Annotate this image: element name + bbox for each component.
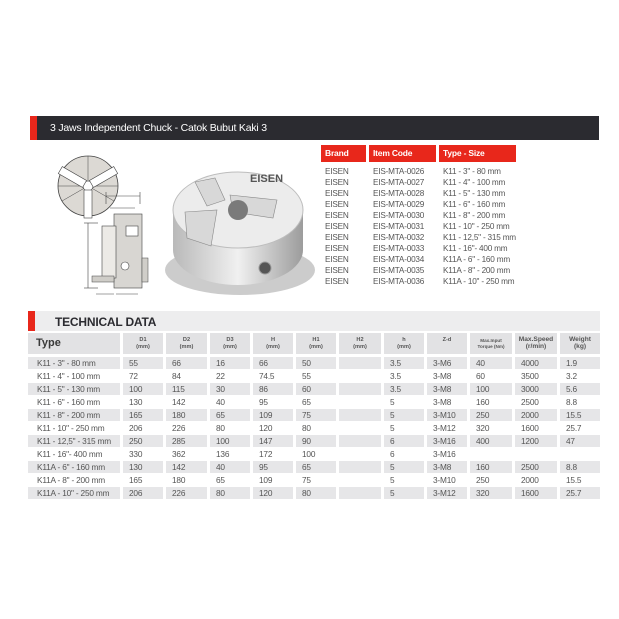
brand-cell: EISEN	[325, 189, 349, 198]
table-cell-d3: 65	[216, 475, 225, 485]
row-type-cell: K11 - 3" - 80 mm	[28, 357, 120, 369]
table-cell-z-d: 3-M10	[427, 409, 467, 421]
table-cell-d2: 226	[172, 423, 186, 433]
table-cell-d2: 362	[172, 449, 186, 459]
row-type-cell: K11A - 8" - 200 mm	[37, 475, 105, 485]
column-header-unit: (mm)	[179, 344, 194, 350]
table-cell-h2	[339, 396, 381, 408]
column-header-label: D2	[182, 337, 191, 343]
type-size-cell: K11 - 8" - 200 mm	[443, 211, 506, 220]
column-header-type	[28, 333, 120, 354]
table-cell-max-input-torque: 320	[476, 423, 490, 433]
table-cell-h: 120	[259, 423, 273, 433]
table-cell-h2	[339, 461, 381, 473]
table-cell-h2	[339, 422, 381, 434]
table-cell-d2: 226	[166, 487, 207, 499]
column-header-label: H2	[356, 337, 364, 343]
product-image	[155, 150, 320, 310]
table-cell-h: 66	[253, 357, 293, 369]
table-cell-h2	[339, 448, 381, 460]
column-header-label: Z-d	[442, 337, 452, 343]
table-cell-max-input-torque: 40	[470, 357, 512, 369]
table-cell-weight: 47	[560, 435, 600, 447]
table-cell-d3: 40	[210, 461, 250, 473]
item-code-cell: EIS-MTA-0034	[373, 255, 425, 264]
type-size-cell: K11 - 10" - 250 mm	[443, 222, 510, 231]
table-cell-z-d: 3-M8	[427, 383, 467, 395]
table-cell-max-input-torque: 400	[470, 435, 512, 447]
table-cell-h2	[339, 474, 381, 486]
page-title: 3 Jaws Independent Chuck - Catok Bubut Kaki 3	[50, 122, 267, 134]
column-header-unit: (r/min)	[525, 343, 547, 350]
table-cell-max-input-torque: 320	[470, 487, 512, 499]
item-code-header: Item Code	[369, 145, 436, 162]
column-header-unit: (mm)	[397, 344, 411, 350]
table-cell-d2: 66	[166, 357, 207, 369]
table-cell-h: 109	[253, 409, 293, 421]
table-cell-d2: 180	[172, 475, 186, 485]
row-type-cell: K11 - 8" - 200 mm	[28, 409, 120, 421]
item-code-cell: EIS-MTA-0028	[373, 189, 425, 198]
table-cell-d3: 22	[216, 371, 225, 381]
column-header-d3	[210, 333, 250, 354]
column-header-unit: Torque (Nm)	[477, 344, 505, 349]
table-cell-d1: 250	[123, 435, 163, 447]
table-cell-max-speed	[515, 448, 557, 460]
table-cell-weight: 5.6	[560, 383, 600, 395]
column-header-label: Type	[36, 337, 61, 349]
row-type-cell: K11A - 6" - 160 mm	[28, 461, 120, 473]
table-cell-z-d: 3-M8	[427, 461, 467, 473]
table-cell-d1: 55	[123, 357, 163, 369]
column-header-max-input-torque	[470, 333, 512, 354]
item-code-cell: EIS-MTA-0026	[373, 167, 425, 176]
table-cell-z-d: 3-M8	[433, 397, 452, 407]
table-cell-z-d: 3-M8	[433, 371, 452, 381]
column-header-unit: (mm)	[266, 344, 280, 350]
table-cell-h1: 80	[302, 423, 311, 433]
table-cell-h-small: 5	[390, 423, 395, 433]
table-cell-h1: 100	[302, 449, 316, 459]
brand-cell: EISEN	[325, 255, 349, 264]
column-header-unit: (mm)	[353, 344, 367, 350]
table-cell-h1: 75	[302, 475, 311, 485]
type-size-header: Type - Size	[439, 145, 516, 162]
table-cell-max-input-torque: 60	[476, 371, 485, 381]
item-code-cell: EIS-MTA-0031	[373, 222, 425, 231]
column-header-d1	[123, 333, 163, 354]
table-cell-d2: 285	[166, 435, 207, 447]
type-size-cell: K11 - 4" - 100 mm	[443, 178, 506, 187]
type-size-cell: K11 - 6" - 160 mm	[443, 200, 506, 209]
type-size-cell: K11A - 10" - 250 mm	[443, 277, 515, 286]
table-cell-d2: 142	[172, 397, 186, 407]
table-cell-max-speed: 3000	[515, 383, 557, 395]
table-cell-d1: 330	[129, 449, 143, 459]
table-cell-d2: 84	[172, 371, 181, 381]
item-code-cell: EIS-MTA-0033	[373, 244, 425, 253]
table-cell-h2	[339, 409, 381, 421]
column-header-weight	[560, 333, 600, 354]
item-code-cell: EIS-MTA-0027	[373, 178, 425, 187]
table-cell-h1: 60	[296, 383, 336, 395]
technical-drawing	[40, 148, 160, 308]
table-cell-weight: 25.7	[560, 487, 600, 499]
brand-header: Brand	[321, 145, 366, 162]
table-cell-weight: 8.8	[566, 397, 577, 407]
brand-cell: EISEN	[325, 277, 349, 286]
column-header-unit: (mm)	[136, 344, 150, 350]
table-cell-d1: 130	[123, 461, 163, 473]
table-cell-h2	[339, 383, 381, 395]
table-cell-max-input-torque: 250	[470, 409, 512, 421]
column-header-label: H1	[312, 337, 320, 343]
table-cell-h-small: 5	[384, 461, 424, 473]
table-cell-d2: 180	[166, 409, 207, 421]
table-cell-max-speed: 2000	[521, 475, 539, 485]
row-type-cell: K11 - 10" - 250 mm	[37, 423, 105, 433]
table-cell-h-small: 6	[384, 435, 424, 447]
column-header-label: D1	[139, 337, 147, 343]
table-cell-h2	[339, 357, 381, 369]
item-code-cell: EIS-MTA-0029	[373, 200, 425, 209]
column-header-h1	[296, 333, 336, 354]
type-size-cell: K11A - 8" - 200 mm	[443, 266, 510, 275]
table-cell-h-small: 3.5	[384, 383, 424, 395]
table-cell-h1: 90	[296, 435, 336, 447]
table-cell-z-d: 3-M12	[427, 487, 467, 499]
title-accent	[30, 116, 37, 140]
brand-cell: EISEN	[325, 200, 349, 209]
table-cell-h: 95	[259, 397, 268, 407]
table-cell-max-input-torque: 100	[470, 383, 512, 395]
table-cell-weight: 3.2	[566, 371, 577, 381]
item-code-cell: EIS-MTA-0036	[373, 277, 425, 286]
table-cell-h2	[339, 370, 381, 382]
table-cell-max-speed: 3500	[521, 371, 539, 381]
table-cell-d3: 80	[216, 423, 225, 433]
table-cell-d3: 40	[216, 397, 225, 407]
row-type-cell: K11 - 4" - 100 mm	[37, 371, 101, 381]
table-cell-d3: 80	[210, 487, 250, 499]
type-size-cell: K11A - 6" - 160 mm	[443, 255, 510, 264]
table-cell-h: 86	[253, 383, 293, 395]
table-cell-h1: 80	[296, 487, 336, 499]
table-cell-weight: 25.7	[566, 423, 582, 433]
table-cell-h2	[339, 487, 381, 499]
brand-cell: EISEN	[325, 167, 349, 176]
table-cell-d3: 65	[210, 409, 250, 421]
table-cell-z-d: 3-M16	[427, 435, 467, 447]
brand-cell: EISEN	[325, 233, 349, 242]
table-cell-max-input-torque: 160	[470, 461, 512, 473]
table-cell-max-input-torque: 160	[476, 397, 490, 407]
table-cell-z-d: 3-M12	[433, 423, 456, 433]
brand-mark: EISEN	[250, 173, 284, 185]
table-cell-h: 172	[259, 449, 273, 459]
type-size-cell: K11 - 12,5" - 315 mm	[443, 233, 516, 242]
technical-data-header	[28, 311, 600, 331]
column-header-label: Weight	[569, 336, 591, 343]
table-cell-h1: 65	[302, 397, 311, 407]
table-cell-max-input-torque	[470, 448, 512, 460]
table-cell-max-input-torque: 250	[476, 475, 490, 485]
table-cell-h: 74.5	[259, 371, 275, 381]
table-cell-h-small: 5	[384, 487, 424, 499]
table-cell-d3: 100	[210, 435, 250, 447]
table-cell-z-d: 3-M10	[433, 475, 456, 485]
table-cell-h-small: 3.5	[390, 371, 401, 381]
column-header-max-speed	[515, 333, 557, 354]
brand-cell: EISEN	[325, 266, 349, 275]
table-cell-d1: 130	[129, 397, 143, 407]
table-cell-max-speed: 2500	[515, 461, 557, 473]
table-cell-max-speed: 1200	[515, 435, 557, 447]
table-cell-h-small: 5	[390, 475, 395, 485]
table-cell-weight: 15.5	[566, 475, 582, 485]
table-cell-max-speed: 4000	[515, 357, 557, 369]
table-cell-h2	[339, 435, 381, 447]
table-cell-max-speed: 1600	[521, 423, 539, 433]
table-cell-d1: 165	[123, 409, 163, 421]
table-cell-h1: 50	[296, 357, 336, 369]
table-cell-weight: 15.5	[560, 409, 600, 421]
table-cell-z-d: 3-M16	[433, 449, 456, 459]
table-cell-h1: 55	[302, 371, 311, 381]
brand-cell: EISEN	[325, 178, 349, 187]
table-cell-h1: 65	[296, 461, 336, 473]
section-title: TECHNICAL DATA	[55, 315, 157, 329]
table-cell-d1: 165	[129, 475, 143, 485]
table-cell-h-small: 3.5	[384, 357, 424, 369]
table-cell-z-d: 3-M6	[427, 357, 467, 369]
column-header-label: Max.Speed	[518, 336, 554, 343]
table-cell-h: 147	[253, 435, 293, 447]
column-header-d2	[166, 333, 207, 354]
table-cell-d1: 72	[129, 371, 138, 381]
table-cell-d3: 30	[210, 383, 250, 395]
table-cell-h: 95	[253, 461, 293, 473]
table-cell-d1: 206	[129, 423, 143, 433]
table-cell-h1: 75	[296, 409, 336, 421]
type-size-cell: K11 - 5" - 130 mm	[443, 189, 506, 198]
column-header-z-d	[427, 333, 467, 354]
table-cell-weight: 8.8	[560, 461, 600, 473]
column-header-label: h	[402, 337, 406, 343]
column-header-unit: (kg)	[573, 343, 587, 350]
brand-cell: EISEN	[325, 222, 349, 231]
table-cell-weight: 1.9	[560, 357, 600, 369]
table-cell-h-small: 5	[384, 409, 424, 421]
row-type-cell: K11 - 16"- 400 mm	[37, 449, 103, 459]
column-header-unit: (mm)	[223, 344, 237, 350]
column-header-label: H	[270, 337, 276, 343]
item-code-cell: EIS-MTA-0032	[373, 233, 425, 242]
table-cell-d2: 142	[166, 461, 207, 473]
item-code-cell: EIS-MTA-0035	[373, 266, 425, 275]
table-cell-h: 109	[259, 475, 273, 485]
table-cell-d3: 136	[216, 449, 230, 459]
table-cell-h: 120	[253, 487, 293, 499]
table-cell-max-speed: 2500	[521, 397, 539, 407]
table-cell-weight	[560, 448, 600, 460]
column-header-label: D3	[226, 337, 234, 343]
table-cell-max-speed: 2000	[515, 409, 557, 421]
type-size-cell: K11 - 3" - 80 mm	[443, 167, 501, 176]
table-cell-max-speed: 1600	[515, 487, 557, 499]
row-type-cell: K11 - 5" - 130 mm	[28, 383, 120, 395]
column-header-h	[253, 333, 293, 354]
table-cell-d1: 100	[123, 383, 163, 395]
brand-cell: EISEN	[325, 244, 349, 253]
column-header-unit: (mm)	[309, 344, 323, 350]
title-bar	[30, 116, 599, 140]
column-header-h2	[339, 333, 381, 354]
table-cell-d1: 206	[123, 487, 163, 499]
table-cell-h-small: 5	[390, 397, 395, 407]
row-type-cell: K11 - 6" - 160 mm	[37, 397, 101, 407]
item-code-cell: EIS-MTA-0030	[373, 211, 425, 220]
table-cell-h-small: 6	[390, 449, 395, 459]
type-size-cell: K11 - 16"- 400 mm	[443, 244, 508, 253]
section-accent	[28, 311, 35, 331]
row-type-cell: K11 - 12,5" - 315 mm	[28, 435, 120, 447]
table-cell-d3: 16	[210, 357, 250, 369]
brand-cell: EISEN	[325, 211, 349, 220]
row-type-cell: K11A - 10" - 250 mm	[28, 487, 120, 499]
table-cell-d2: 115	[166, 383, 207, 395]
column-header-label: Max.Input	[480, 338, 502, 343]
column-header-h-small	[384, 333, 424, 354]
